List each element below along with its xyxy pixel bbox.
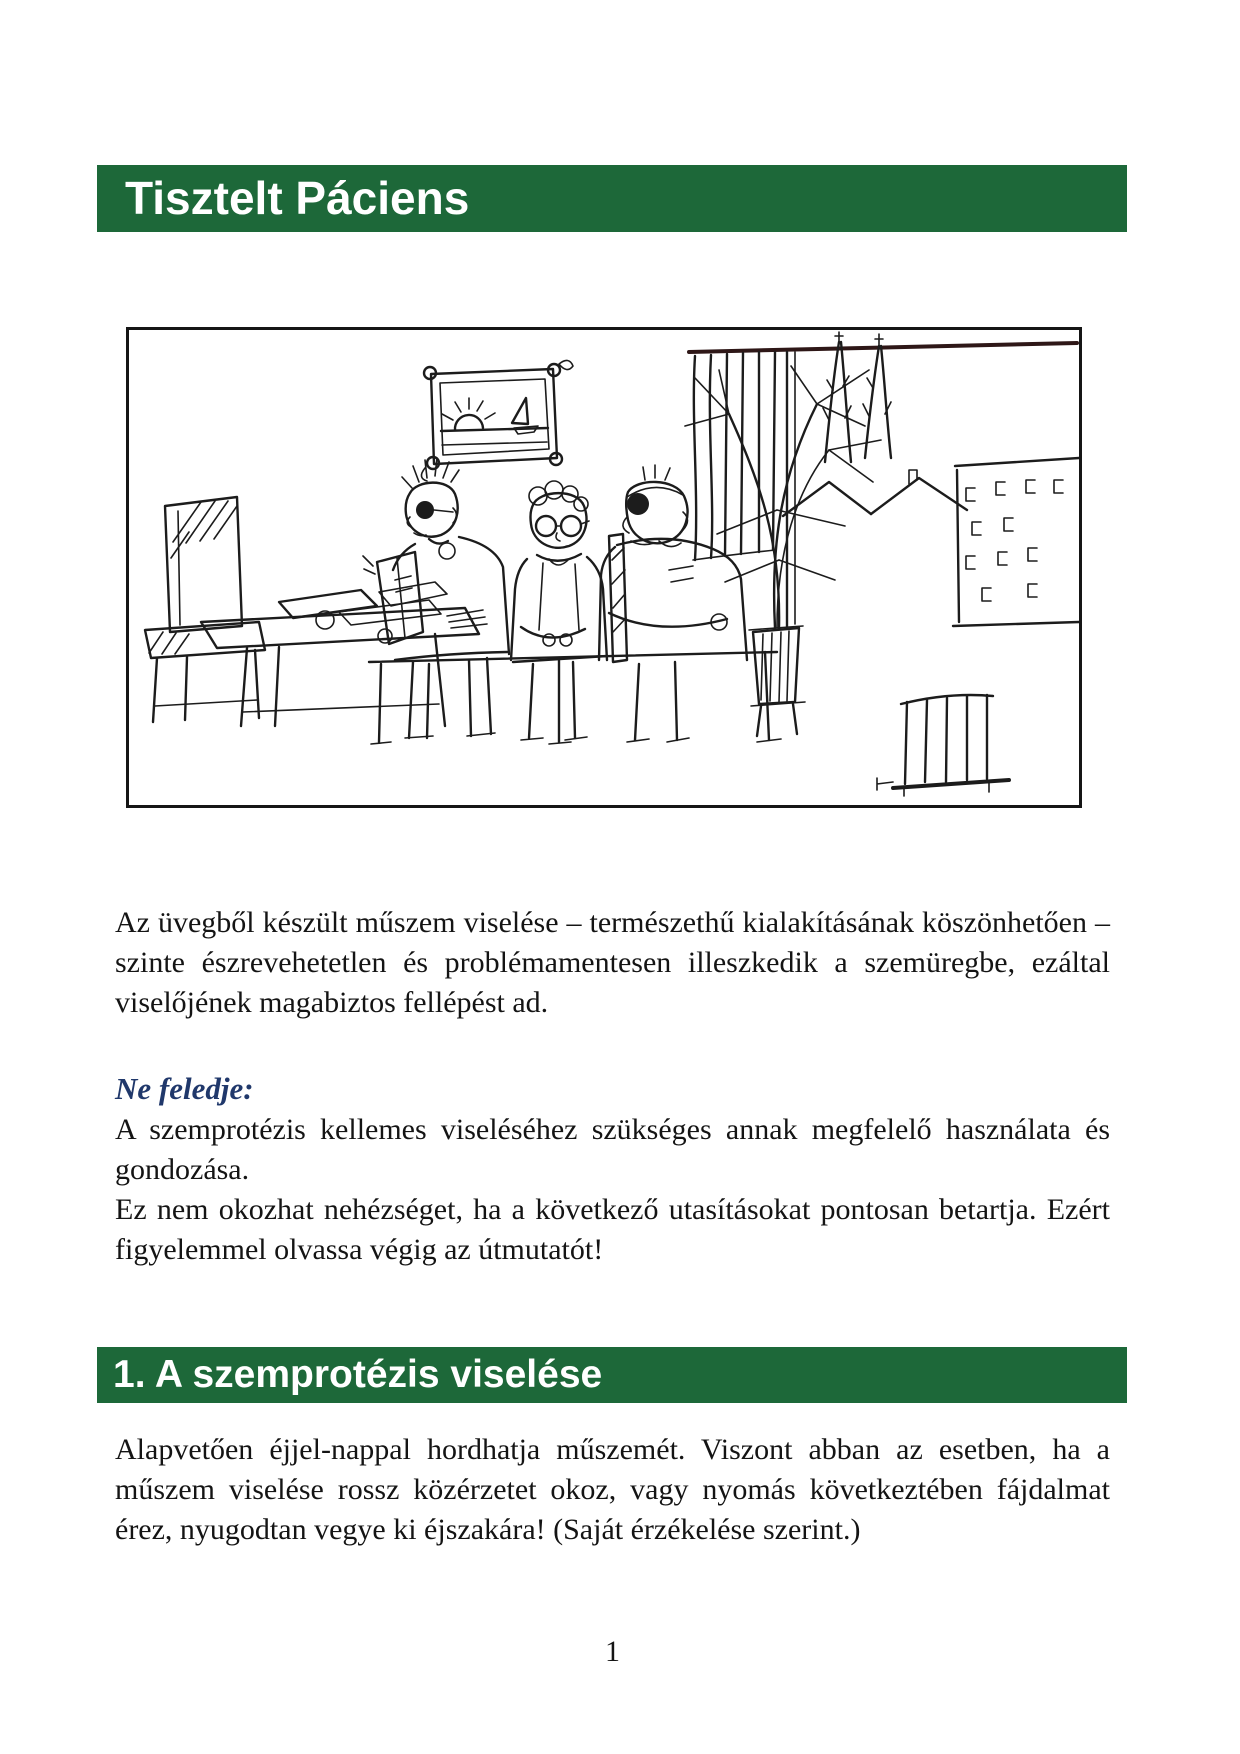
cityscape — [783, 332, 1079, 626]
note-block — [115, 1068, 1110, 1270]
chair — [145, 497, 265, 722]
window-and-curtain — [689, 343, 1077, 628]
page-number: 1 — [605, 1635, 620, 1668]
woman-with-glasses — [511, 481, 627, 740]
waiting-room-sketch — [129, 330, 1079, 805]
note-heading: Ne feledje: — [115, 1071, 254, 1106]
section-1-banner — [97, 1347, 1127, 1403]
waiting-room-illustration — [126, 327, 1082, 808]
main-title-banner — [97, 165, 1127, 232]
intro-block — [115, 903, 1110, 1023]
note-paragraph-2: Ez nem okozhat nehézséget, ha a következő utasításokat pontosan betartja. Ezért figyelemmel olvassa végig az útmutatót! — [115, 1193, 1110, 1266]
section-1-paragraph: Alapvetően éjjel-nappal hordhatja műszemét. Viszont abban az esetben, ha a műszem viselése rossz közérzetet okoz, vagy nyomás következtében fájdalmat érez, nyugodtan vegye ki éjszakára! (Saját érzékelése szerint.) — [115, 1433, 1110, 1546]
page-title: Tisztelt Páciens — [125, 172, 470, 224]
section-1-title: 1. A szemprotézis viselése — [113, 1353, 603, 1396]
section-1-block — [115, 1430, 1110, 1550]
wall-picture — [421, 360, 573, 481]
intro-paragraph: Az üvegből készült műszem viselése – természethű kialakításának köszönhetően – szinte észrevehetetlen és problémamentesen illeszkedik a szemüregbe, ezáltal viselőjének magabiztos fellépést ad. — [115, 906, 1110, 1019]
radiator — [877, 695, 1009, 796]
note-paragraph-1: A szemprotézis kellemes viseléséhez szükséges annak megfelelő használata és gondozása. — [115, 1113, 1110, 1186]
potted-plant — [685, 366, 881, 736]
